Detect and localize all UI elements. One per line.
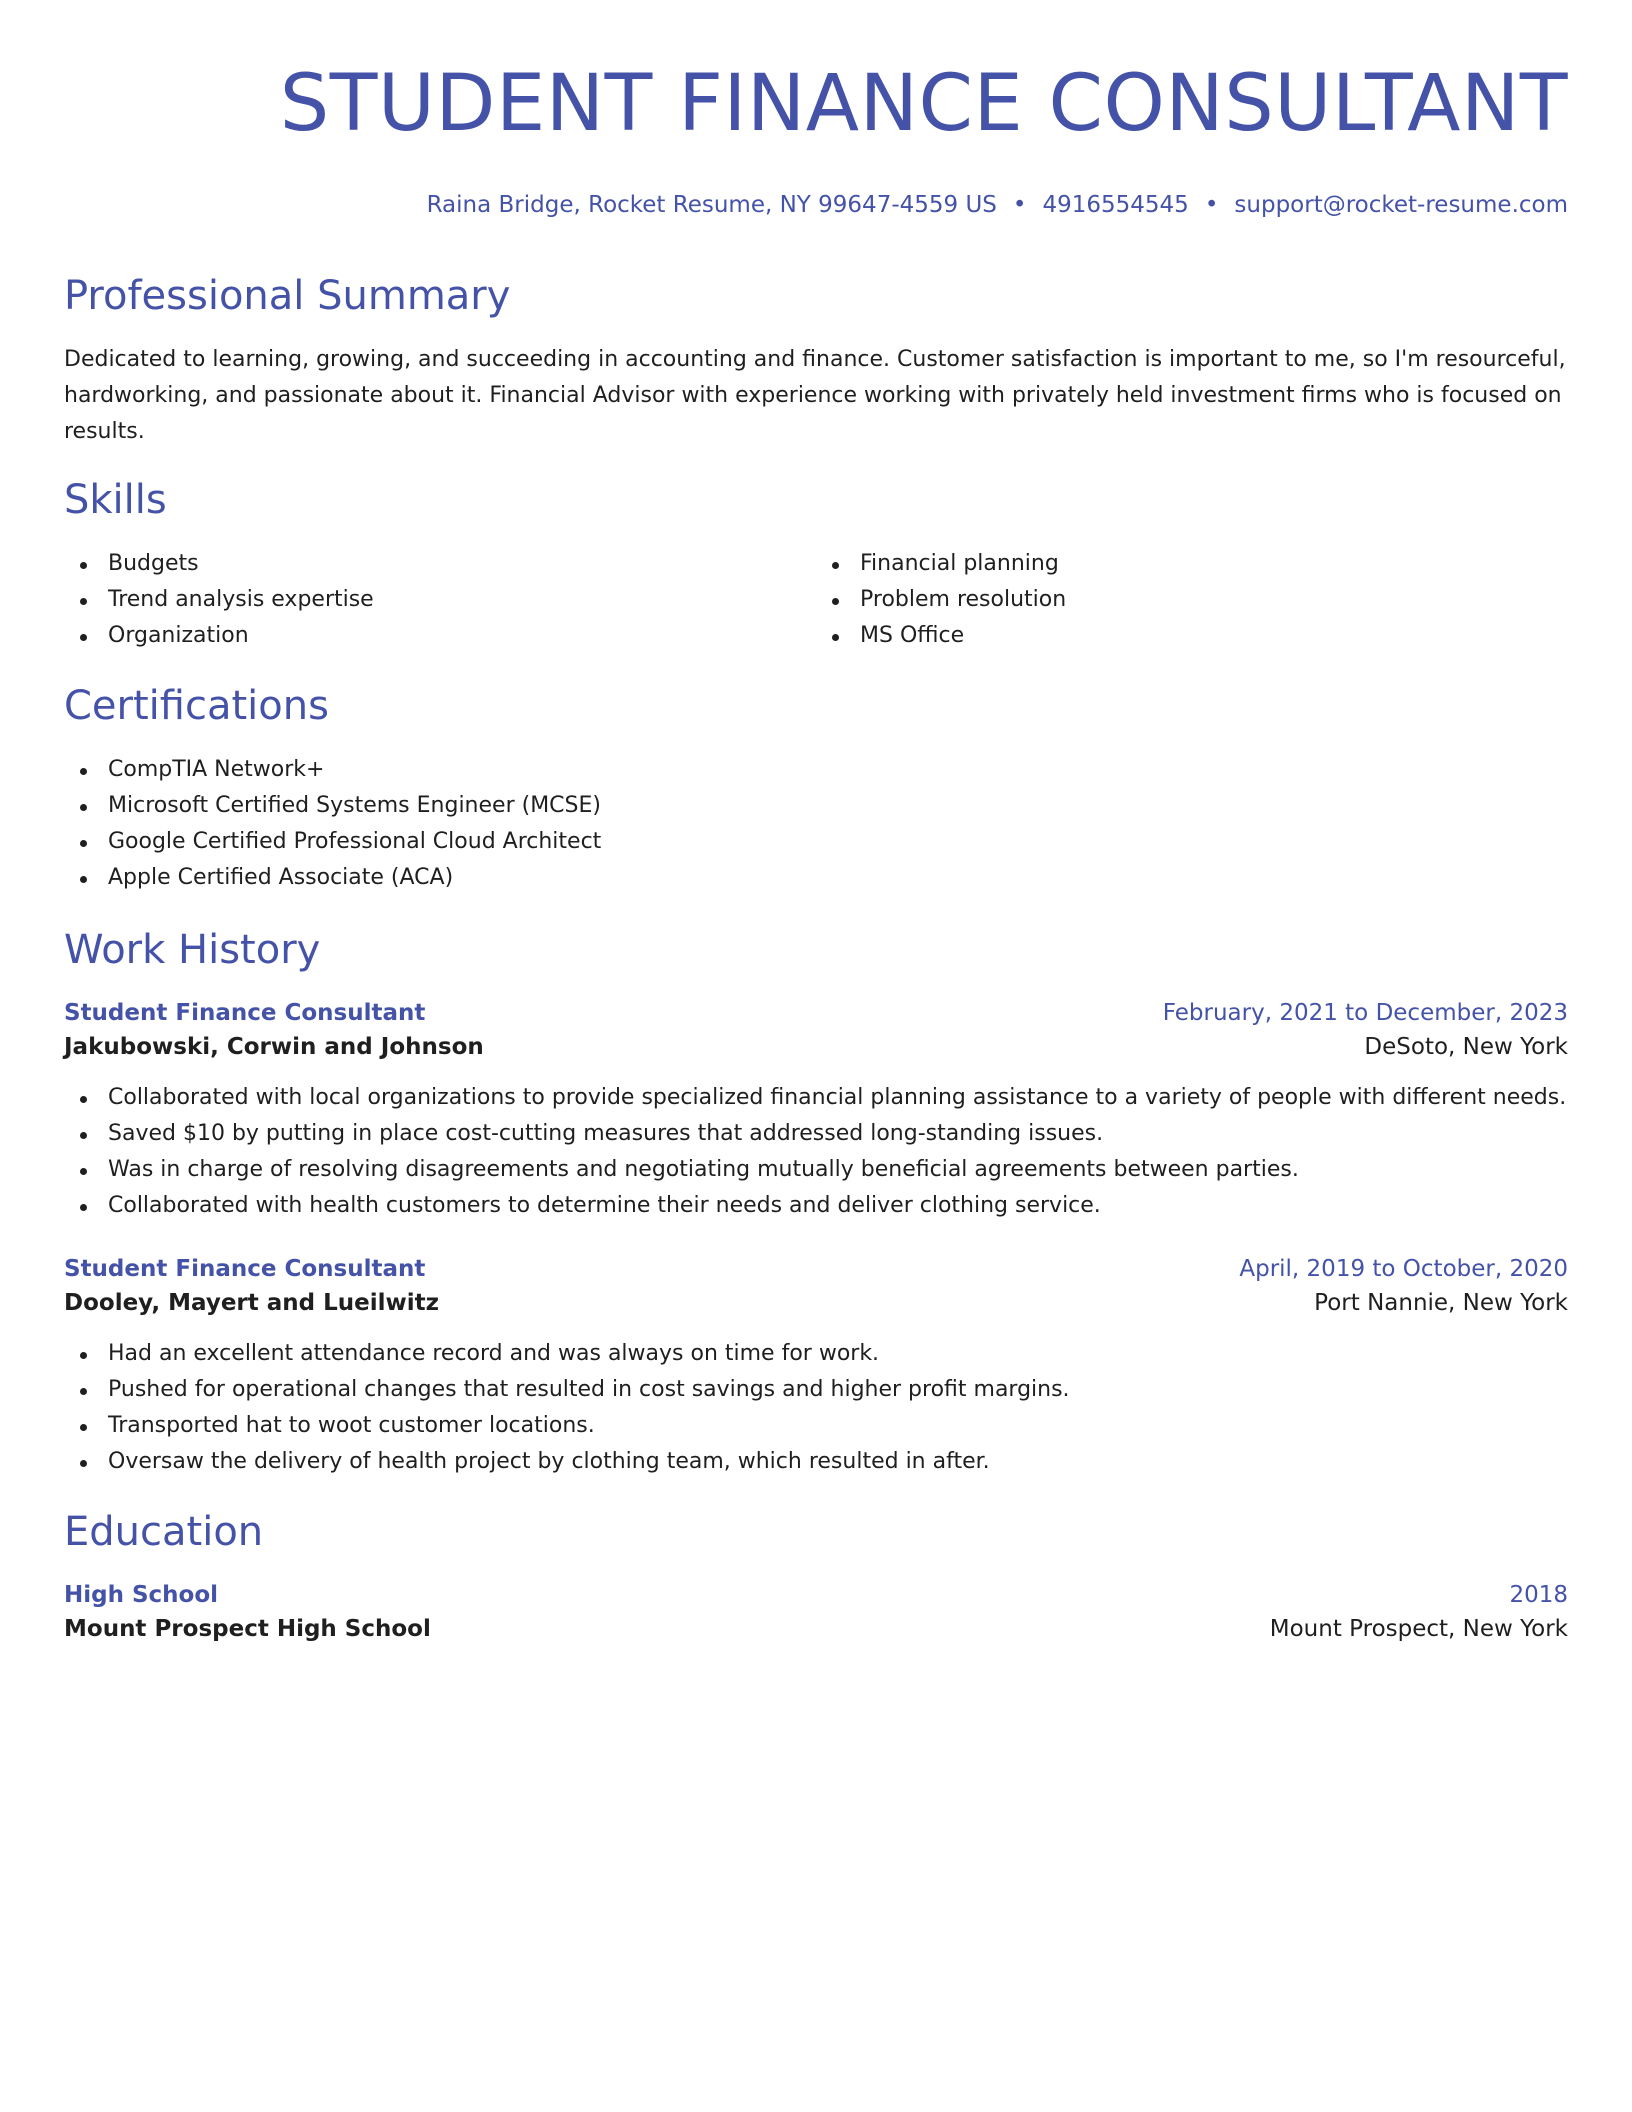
- education-entry: [64, 1580, 1568, 1648]
- job-bullet: Pushed for operational changes that resulted in cost savings and higher profit margins.: [64, 1372, 1568, 1408]
- skill-item: MS Office: [816, 618, 1568, 654]
- job-bullet: Oversaw the delivery of health project by clothing team, which resulted in after.: [64, 1444, 1568, 1480]
- education-degree: High School: [64, 1582, 219, 1608]
- job-bullet: Collaborated with local organizations to provide specialized financial planning assistance to a variety of people with different needs.: [64, 1080, 1568, 1116]
- skill-item: Budgets: [64, 546, 816, 582]
- job-bullet: Had an excellent attendance record and was always on time for work.: [64, 1336, 1568, 1372]
- job-dates: February, 2021 to December, 2023: [1162, 1000, 1568, 1026]
- education-school: Mount Prospect High School: [64, 1616, 431, 1642]
- job-bullets: [64, 1336, 1568, 1480]
- job-entry: [64, 998, 1568, 1224]
- contact-address: Raina Bridge, Rocket Resume, NY 99647-4559 US: [426, 192, 997, 218]
- job-company: Dooley, Mayert and Lueilwitz: [64, 1290, 440, 1316]
- job-bullet: Collaborated with health customers to determine their needs and deliver clothing service.: [64, 1188, 1568, 1224]
- certification-item: Apple Certified Associate (ACA): [64, 860, 1568, 896]
- skill-item: Trend analysis expertise: [64, 582, 816, 618]
- contact-line: [64, 190, 1568, 220]
- contact-email: support@rocket-resume.com: [1234, 192, 1568, 218]
- resume-title: STUDENT FINANCE CONSULTANT: [279, 59, 1568, 149]
- contact-separator: •: [1204, 192, 1219, 218]
- certifications-heading: Certifications: [64, 683, 329, 729]
- certifications-list: [64, 752, 1568, 896]
- job-bullets: [64, 1080, 1568, 1224]
- education-location: Mount Prospect, New York: [1269, 1616, 1568, 1642]
- education-year: 2018: [1509, 1582, 1568, 1608]
- job-location: DeSoto, New York: [1364, 1034, 1568, 1060]
- certification-item: Google Certified Professional Cloud Architect: [64, 824, 1568, 860]
- job-title: Student Finance Consultant: [64, 1000, 426, 1026]
- skills-column-left: [64, 546, 816, 654]
- job-title: Student Finance Consultant: [64, 1256, 426, 1282]
- summary-text: Dedicated to learning, growing, and succeeding in accounting and finance. Customer satisfaction is important to me, so I'm resourceful, hardworking, and passionate about it. Financial Advisor with experience working with privately held investment firms who is focused on results.: [64, 347, 1566, 444]
- job-dates: April, 2019 to October, 2020: [1239, 1256, 1568, 1282]
- contact-phone: 4916554545: [1042, 192, 1189, 218]
- contact-separator: •: [1012, 192, 1027, 218]
- job-entry: [64, 1254, 1568, 1480]
- job-bullet: Was in charge of resolving disagreements and negotiating mutually beneficial agreements between parties.: [64, 1152, 1568, 1188]
- certification-item: CompTIA Network+: [64, 752, 1568, 788]
- skills-column-right: [816, 546, 1568, 654]
- work-history-heading: Work History: [64, 927, 321, 973]
- job-location: Port Nannie, New York: [1314, 1290, 1568, 1316]
- skill-item: Problem resolution: [816, 582, 1568, 618]
- summary-heading: Professional Summary: [64, 273, 511, 319]
- skill-item: Financial planning: [816, 546, 1568, 582]
- skills-list: [64, 546, 1568, 654]
- job-bullet: Transported hat to woot customer locations.: [64, 1408, 1568, 1444]
- job-company: Jakubowski, Corwin and Johnson: [64, 1034, 484, 1060]
- skill-item: Organization: [64, 618, 816, 654]
- certification-item: Microsoft Certified Systems Engineer (MCSE): [64, 788, 1568, 824]
- skills-heading: Skills: [64, 477, 167, 523]
- job-bullet: Saved $10 by putting in place cost-cutting measures that addressed long-standing issues.: [64, 1116, 1568, 1152]
- education-heading: Education: [64, 1509, 264, 1555]
